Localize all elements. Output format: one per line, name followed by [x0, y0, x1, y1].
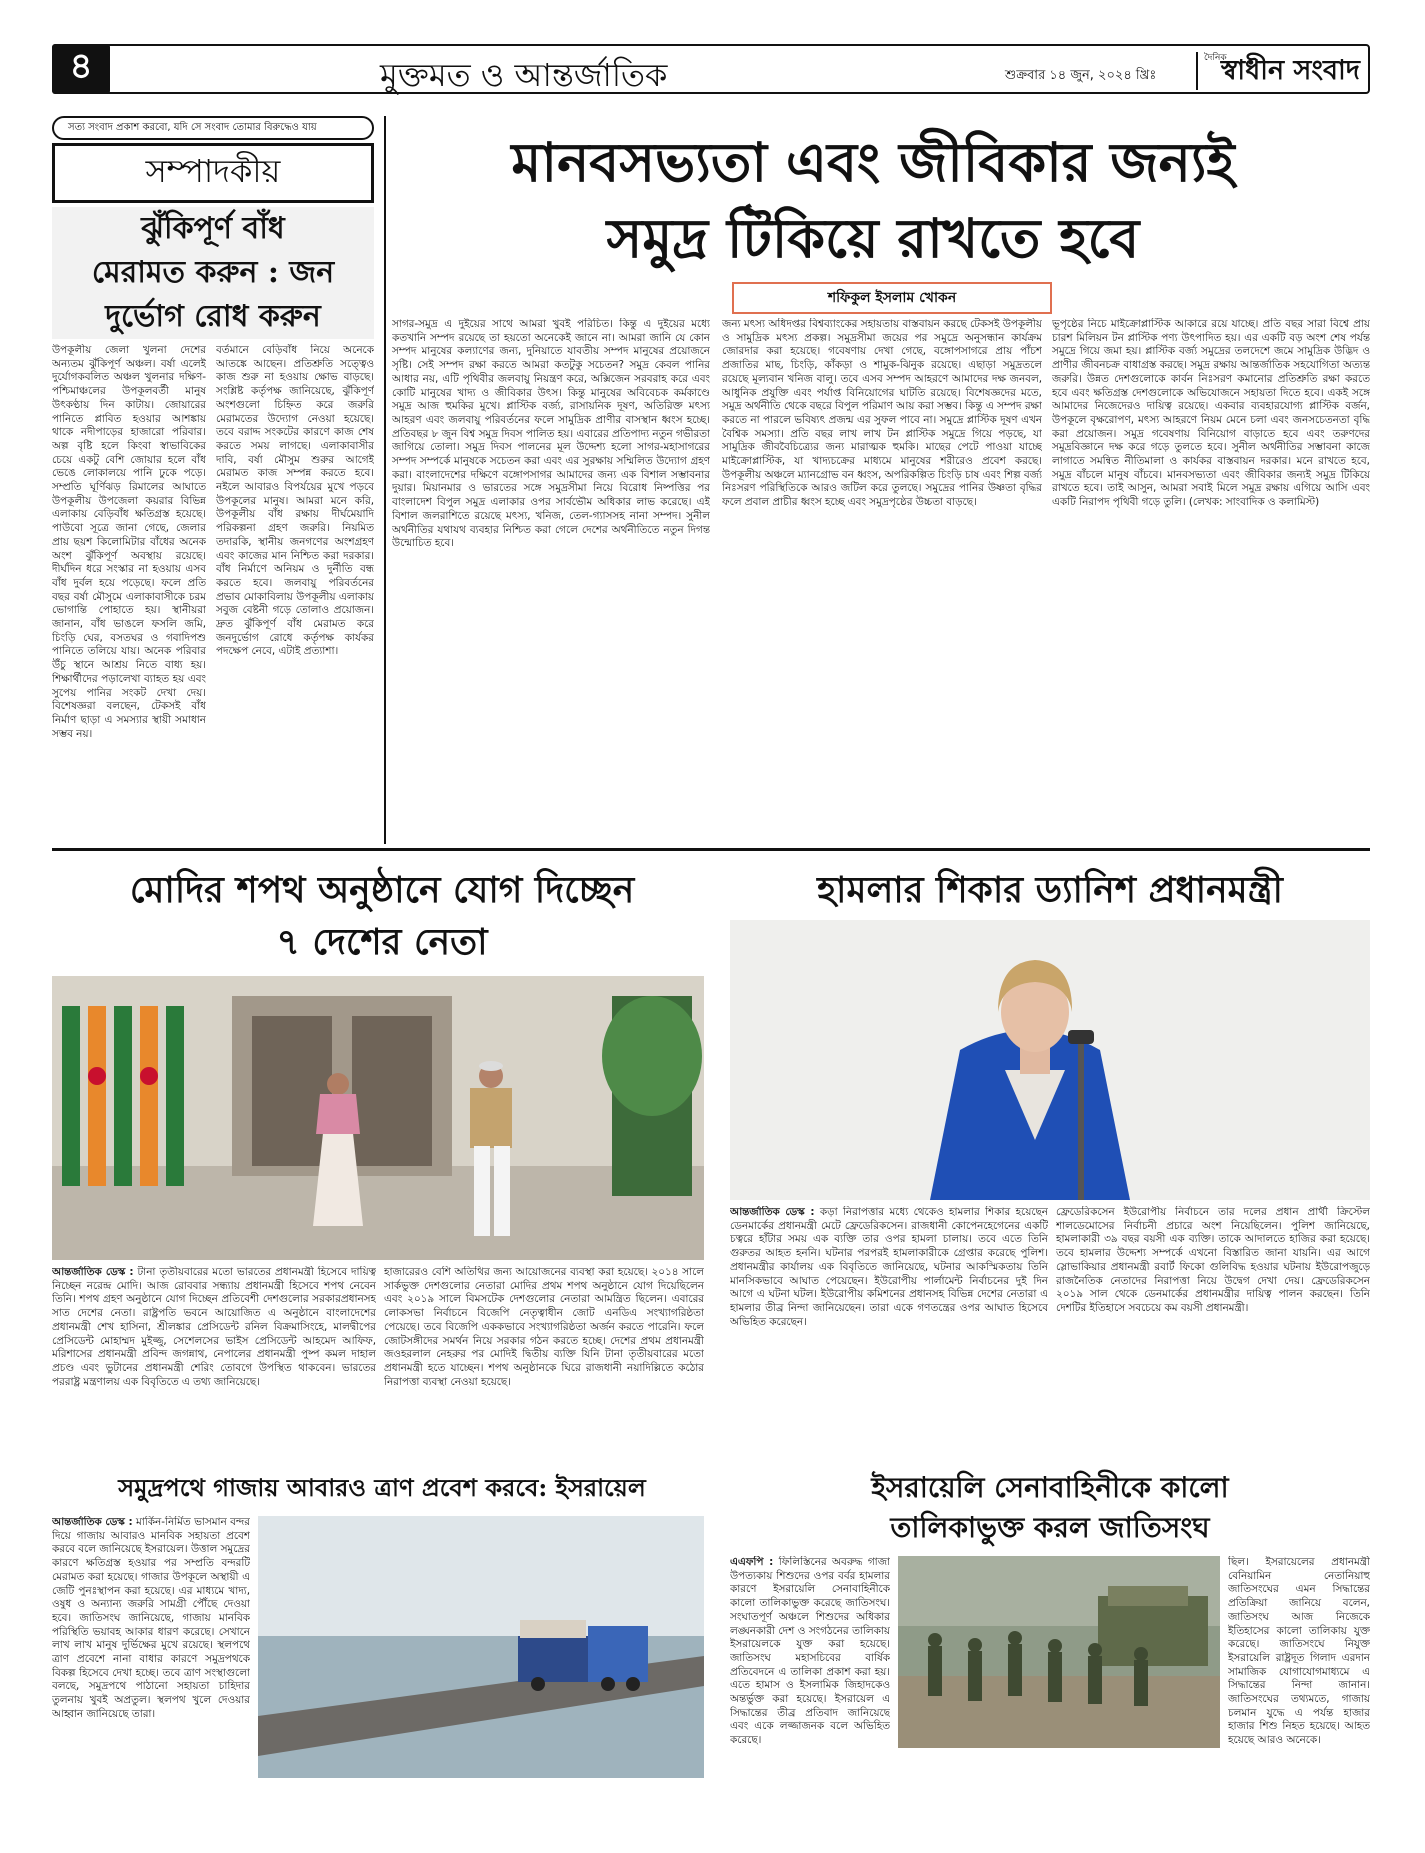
- editorial-title: [52, 207, 374, 339]
- issue-date: শুক্রবার ১৪ জুন, ২০২৪ খ্রিঃ: [1005, 68, 1157, 83]
- gaza-dateline: আন্তর্জাতিক ডেস্ক :: [52, 1516, 133, 1528]
- section-rule: [52, 848, 1370, 851]
- gaza-photo-illustration: [258, 1516, 704, 1778]
- modi-headline-line1: মোদির শপথ অনুষ্ঠানে যোগ দিচ্ছেন: [129, 869, 635, 911]
- un-headline-line2: তালিকাভুক্ত করল জাতিসংঘ: [890, 1511, 1210, 1544]
- un-body-col1-text: ফিলিস্তিনের অবরুদ্ধ গাজা উপত্যকায় শিশুদের ওপর বর্বর হামলার কারণে ইসরায়েলি সেনাবাহিনীকে কালো তালিকাভুক্ত করেছে জাতিসংঘ। সংঘাতপূর্ণ অঞ্চলে শিশুদের অধিকার লঙ্ঘনকারী দেশ ও সংগঠনের তালিকায় ইসরায়েলকে যুক্ত করা হয়েছে। জাতিসংঘ মহাসচিবের বার্ষিক প্রতিবেদনে এ তালিকা প্রকাশ করা হয়। এতে হামাস ও ইসলামিক জিহাদকেও অন্তর্ভুক্ত করা হয়েছে। ইসরায়েল এ সিদ্ধান্তের তীব্র প্রতিবাদ জানিয়েছে এবং একে লজ্জাজনক বলে অভিহিত করেছে।: [730, 1556, 890, 1747]
- motto-banner: সত্য সংবাদ প্রকাশ করবো, যদি সে সংবাদ তোমার বিরুদ্ধেও যায়: [52, 116, 374, 140]
- editorial-label: সম্পাদকীয়: [145, 152, 281, 190]
- dane-body-col1: [730, 1206, 1048, 1462]
- page-number: ৪: [52, 44, 110, 94]
- gaza-photo: [258, 1516, 704, 1778]
- modi-body-col1-text: টানা তৃতীয়বারের মতো ভারতের প্রধানমন্ত্রী হিসেবে দায়িত্ব নিচ্ছেন নরেন্দ্র মোদি। আজ রোববার সন্ধ্যায় প্রধানমন্ত্রী হিসেবে শপথ নেবেন তিনি। শপথ গ্রহণ অনুষ্ঠানে যোগ দিচ্ছেন প্রতিবেশী দেশগুলোর সরকারপ্রধানসহ সাত দেশের নেতা। রাষ্ট্রপতি ভবনে আয়োজিত এ অনুষ্ঠানে বাংলাদেশের প্রধানমন্ত্রী শেখ হাসিনা, শ্রীলঙ্কার প্রেসিডেন্ট রনিল বিক্রমাসিংহে, মালদ্বীপের প্রেসিডেন্ট মোহাম্মদ মুইজ্জু, সেশেলসের ভাইস প্রেসিডেন্ট আহমেদ আফিফ, মরিশাসের প্রধানমন্ত্রী প্রবিন্দ জগন্নাথ, নেপালের প্রধানমন্ত্রী পুষ্প কমল দাহাল প্রচণ্ড এবং ভুটানের প্রধানমন্ত্রী শেরিং তোবগে উপস্থিত থাকবেন। ভারতের পররাষ্ট্র মন্ত্রণালয় এক বিবৃতিতে এ তথ্য জানিয়েছে।: [52, 1266, 376, 1388]
- lead-headline-line1: মানবসভ্যতা এবং জীবিকার জন্যই: [511, 130, 1235, 194]
- un-body-col1: [730, 1556, 890, 1846]
- gaza-body: [52, 1516, 250, 1846]
- masthead-bar: [52, 44, 1370, 94]
- un-headline: [730, 1468, 1370, 1548]
- section-title: মুক্তমত ও আন্তর্জাতিক: [380, 56, 668, 94]
- modi-photo-illustration: [52, 976, 704, 1260]
- editorial-title-line3: দুর্ভোগ রোধ করুন: [105, 299, 321, 334]
- paper-logo: [1196, 52, 1364, 90]
- lead-body-col2: জন্য মৎস্য অধিদপ্তর বিশ্বব্যাংকের সহায়তায় বাস্তবায়ন করছে টেকসই উপকূলীয় ও সামুদ্রিক মৎস্য প্রকল্প। সমুদ্রসীমা জয়ের পর সমুদ্রে অনুসন্ধান কার্যক্রম জোরদার করা হয়েছে। গবেষণায় দেখা গেছে, বঙ্গোপসাগরে প্রায় পাঁচশ প্রজাতির মাছ, চিংড়ি, কাঁকড়া ও শামুক-ঝিনুক রয়েছে। এছাড়া সমুদ্রতলে রয়েছে মূল্যবান খনিজ বালু। তবে এসব সম্পদ আহরণে আমাদের দক্ষ জনবল, আধুনিক প্রযুক্তি এবং পর্যাপ্ত বিনিয়োগের ঘাটতি রয়েছে। বিশেষজ্ঞদের মতে, সমুদ্র অর্থনীতি থেকে বছরে বিপুল পরিমাণ আয় করা সম্ভব। কিন্তু এ সম্পদ রক্ষা করতে না পারলে ভবিষ্যৎ প্রজন্ম এর সুফল পাবে না। সমুদ্রে প্লাস্টিক দূষণ এখন বৈশ্বিক সমস্যা। প্রতি বছর লাখ লাখ টন প্লাস্টিক সমুদ্রে গিয়ে পড়ছে, যা সামুদ্রিক জীববৈচিত্র্যের জন্য মারাত্মক হুমকি। মাছের পেটে পাওয়া যাচ্ছে মাইক্রোপ্লাস্টিক, যা খাদ্যচক্রের মাধ্যমে মানুষের শরীরেও প্রবেশ করছে। উপকূলীয় অঞ্চলে ম্যানগ্রোভ বন ধ্বংস, অপরিকল্পিত চিংড়ি চাষ এবং শিল্প বর্জ্য নিঃসরণ পরিস্থিতিকে আরও জটিল করে তুলছে। সমুদ্রের পানির উষ্ণতা বৃদ্ধির ফলে প্রবাল প্রাচীর ধ্বংস হচ্ছে এবং সমুদ্রপৃষ্ঠের উচ্চতা বাড়ছে।: [722, 318, 1042, 509]
- dane-dateline: আন্তর্জাতিক ডেস্ক :: [730, 1206, 815, 1218]
- modi-photo: [52, 976, 704, 1260]
- modi-body-col1: [52, 1266, 376, 1462]
- un-body-col2: ছিল। ইসরায়েলের প্রধানমন্ত্রী বেনিয়ামিন নেতানিয়াহু জাতিসংঘের এমন সিদ্ধান্তের প্রতিক্রিয়া জানিয়ে বলেন, জাতিসংঘ আজ নিজেকে ইতিহাসের কালো তালিকায় যুক্ত করেছে। জাতিসংঘে নিযুক্ত ইসরায়েলি রাষ্ট্রদূত গিলাদ এরদান সামাজিক যোগাযোগমাধ্যমে এ সিদ্ধান্তের নিন্দা জানান। জাতিসংঘের তথ্যমতে, গাজায় চলমান যুদ্ধে এ পর্যন্ত হাজার হাজার শিশু নিহত হয়েছে। আহত হয়েছে আরও অনেকে।: [1228, 1556, 1370, 1747]
- un-photo-illustration: [898, 1556, 1220, 1748]
- dane-body-col2: ফ্রেডেরিকসেন ইউরোপীয় নির্বাচনে তার দলের প্রধান প্রার্থী ক্রিস্টেল শালডেমোসের নির্বাচনী প্রচারে অংশ নিয়েছিলেন। পুলিশ জানিয়েছে, হামলাকারী ৩৯ বছর বয়সী এক ব্যক্তি। তাকে আদালতে হাজির করা হয়েছে। তবে হামলার উদ্দেশ্য সম্পর্কে এখনো বিস্তারিত জানা যায়নি। এর আগে স্লোভাকিয়ার প্রধানমন্ত্রী রবার্ট ফিকো গুলিবিদ্ধ হওয়ার ঘটনায় ইউরোপজুড়ে রাজনৈতিক নেতাদের নিরাপত্তা নিয়ে উদ্বেগ দেখা দেয়। ফ্রেডেরিকসেন ২০১৯ সাল থেকে ডেনমার্কের প্রধানমন্ত্রীর দায়িত্ব পালন করছেন। তিনি দেশটির ইতিহাসে সবচেয়ে কম বয়সী প্রধানমন্ত্রী।: [1056, 1206, 1370, 1314]
- modi-body-col2: হাজারেরও বেশি অতিথির জন্য আয়োজনের ব্যবস্থা করা হয়েছে। ২০১৪ সালে সার্কভুক্ত দেশগুলোর নেতারা মোদির প্রথম শপথ অনুষ্ঠানে যোগ দিয়েছিলেন এবং ২০১৯ সালে বিমসটেক দেশগুলোর নেতারা আমন্ত্রিত ছিলেন। এবারের লোকসভা নির্বাচনে বিজেপি নেতৃত্বাধীন জোট এনডিএ সংখ্যাগরিষ্ঠতা পেয়েছে। তবে বিজেপি এককভাবে সংখ্যাগরিষ্ঠতা অর্জন করতে পারেনি। ফলে জোটসঙ্গীদের সমর্থন নিয়ে সরকার গঠন করতে হচ্ছে। দেশের প্রথম প্রধানমন্ত্রী জওহরলাল নেহরুর পর মোদিই দ্বিতীয় ব্যক্তি যিনি টানা তৃতীয়বারের মতো প্রধানমন্ত্রী হতে যাচ্ছেন। শপথ অনুষ্ঠানকে ঘিরে রাজধানী নয়াদিল্লিতে কঠোর নিরাপত্তা ব্যবস্থা নেওয়া হয়েছে।: [384, 1266, 704, 1388]
- lead-body-col3: ভূপৃষ্ঠের নিচে মাইক্রোপ্লাস্টিক আকারে রয়ে যাচ্ছে। প্রতি বছর সারা বিশ্বে প্রায় চারশ মিলিয়ন টন প্লাস্টিক পণ্য উৎপাদিত হয়। এর একটি বড় অংশ শেষ পর্যন্ত সমুদ্রে গিয়ে জমা হয়। প্লাস্টিক বর্জ্য সমুদ্রের তলদেশে জমে সামুদ্রিক উদ্ভিদ ও প্রাণীর জীবনচক্র বাধাগ্রস্ত করছে। সমুদ্র রক্ষায় আন্তর্জাতিক সহযোগিতা অত্যন্ত জরুরি। উন্নত দেশগুলোকে কার্বন নিঃসরণ কমানোর প্রতিশ্রুতি রক্ষা করতে হবে এবং ক্ষতিগ্রস্ত দেশগুলোকে অভিযোজনে সহায়তা দিতে হবে। একই সঙ্গে আমাদের নিজেদেরও দায়িত্ব রয়েছে। একবার ব্যবহারযোগ্য প্লাস্টিক বর্জন, উপকূলে বৃক্ষরোপণ, মৎস্য আহরণে নিয়ম মেনে চলা এবং জনসচেতনতা বৃদ্ধি করা প্রয়োজন। সমুদ্র গবেষণায় বিনিয়োগ বাড়াতে হবে এবং তরুণদের সমুদ্রবিজ্ঞানে দক্ষ করে গড়ে তুলতে হবে। সুনীল অর্থনীতির সম্ভাবনা কাজে লাগাতে সমন্বিত নীতিমালা ও কার্যকর বাস্তবায়ন দরকার। মনে রাখতে হবে, সমুদ্র বাঁচলে মানুষ বাঁচবে। মানবসভ্যতা এবং জীবিকার জন্যই সমুদ্র টিকিয়ে রাখতে হবে। তাই আসুন, আমরা সবাই মিলে সমুদ্র রক্ষায় এগিয়ে আসি এবং একটি নিরাপদ পৃথিবী গড়ে তুলি। (লেখক: সাংবাদিক ও কলামিস্ট): [1052, 318, 1370, 509]
- lead-headline-line2: সমুদ্র টিকিয়ে রাখতে হবে: [606, 206, 1140, 270]
- gaza-body-text: মার্কিন-নির্মিত ভাসমান বন্দর দিয়ে গাজায় আবারও মানবিক সহায়তা প্রবেশ করবে বলে জানিয়েছে ইসরায়েল। উত্তাল সমুদ্রের কারণে ক্ষতিগ্রস্ত হওয়ার পর সম্প্রতি বন্দরটি মেরামত করা হয়েছে। গাজার উপকূলে অস্থায়ী এ জেটি পুনঃস্থাপন করা হয়েছে। এর মাধ্যমে খাদ্য, ওষুধ ও অন্যান্য জরুরি সামগ্রী পৌঁছে দেওয়া হবে। জাতিসংঘ জানিয়েছে, গাজায় মানবিক পরিস্থিতি ভয়াবহ আকার ধারণ করেছে। সেখানে লাখ লাখ মানুষ দুর্ভিক্ষের মুখে রয়েছে। স্থলপথে ত্রাণ প্রবেশে নানা বাধার কারণে সমুদ্রপথকে বিকল্প হিসেবে দেখা হচ্ছে। তবে ত্রাণ সংস্থাগুলো বলছে, সমুদ্রপথে পাঠানো সহায়তা চাহিদার তুলনায় খুবই অপ্রতুল। স্থলপথ খুলে দেওয়ার আহ্বান জানিয়েছে তারা।: [52, 1516, 250, 1720]
- dane-photo: [730, 920, 1370, 1200]
- dane-headline: হামলার শিকার ড্যানিশ প্রধানমন্ত্রী: [817, 869, 1283, 911]
- editorial-body-col1: উপকূলীয় জেলা খুলনা দেশের অন্যতম ঝুঁকিপূর্ণ অঞ্চল। বর্ষা এলেই দুর্যোগকবলিত অঞ্চল খুলনার দক্ষিণ-পশ্চিমাঞ্চলের উপকূলবর্তী মানুষ উৎকণ্ঠায় দিন কাটায়। জোয়ারের পানিতে প্লাবিত হওয়ার আশঙ্কায় থাকে নদীপাড়ের হাজারো পরিবার। অল্প বৃষ্টি হলে কিংবা স্বাভাবিকের চেয়ে একটু বেশি জোয়ার হলে বাঁধ ভেঙে লোকালয়ে পানি ঢুকে পড়ে। সম্প্রতি ঘূর্ণিঝড় রিমালের আঘাতে উপকূলীয় উপজেলা কয়রার বিভিন্ন এলাকায় বেড়িবাঁধ ক্ষতিগ্রস্ত হয়েছে। পাউবো সূত্রে জানা গেছে, জেলার প্রায় ছয়শ কিলোমিটার বাঁধের অনেক অংশ ঝুঁকিপূর্ণ অবস্থায় রয়েছে। দীর্ঘদিন ধরে সংস্কার না হওয়ায় এসব বাঁধ দুর্বল হয়ে পড়েছে। ফলে প্রতি বছর বর্ষা মৌসুমে এলাকাবাসীকে চরম ভোগান্তি পোহাতে হয়। স্থানীয়রা জানান, বাঁধ ভাঙলে ফসলি জমি, চিংড়ি ঘের, বসতঘর ও গবাদিপশু পানিতে তলিয়ে যায়। অনেক পরিবার উঁচু স্থানে আশ্রয় নিতে বাধ্য হয়। শিক্ষার্থীদের পড়ালেখা ব্যাহত হয় এবং সুপেয় পানির সংকট দেখা দেয়। বিশেষজ্ঞরা বলছেন, টেকসই বাঁধ নির্মাণ ছাড়া এ সমস্যার স্থায়ী সমাধান সম্ভব নয়।: [52, 344, 206, 740]
- editorial-title-line1: ঝুঁকিপূর্ণ বাঁধ: [141, 211, 285, 246]
- lead-headline: [378, 124, 1368, 276]
- modi-dateline: আন্তর্জাতিক ডেস্ক :: [52, 1266, 134, 1278]
- editorial-body-col2: বর্তমানে বেড়িবাঁধ নিয়ে অনেকে আতঙ্কে আছেন। প্রতিশ্রুতি সত্ত্বেও কাজ শুরু না হওয়ায় ক্ষোভ বাড়ছে। সংশ্লিষ্ট কর্তৃপক্ষ জানিয়েছে, ঝুঁকিপূর্ণ অংশগুলো চিহ্নিত করে জরুরি মেরামতের উদ্যোগ নেওয়া হয়েছে। তবে বরাদ্দ সংকটের কারণে কাজ শেষ করতে সময় লাগছে। এলাকাবাসীর দাবি, বর্ষা মৌসুম শুরুর আগেই মেরামত কাজ সম্পন্ন করতে হবে। নইলে আবারও বিপর্যয়ের মুখে পড়বে উপকূলের মানুষ। আমরা মনে করি, উপকূলীয় বাঁধ রক্ষায় দীর্ঘমেয়াদি পরিকল্পনা গ্রহণ জরুরি। নিয়মিত তদারকি, স্থানীয় জনগণের অংশগ্রহণ এবং কাজের মান নিশ্চিত করা দরকার। বাঁধ নির্মাণে অনিয়ম ও দুর্নীতি বন্ধ করতে হবে। জলবায়ু পরিবর্তনের প্রভাব মোকাবিলায় উপকূলীয় এলাকায় সবুজ বেষ্টনী গড়ে তোলাও প্রয়োজন। দ্রুত ঝুঁকিপূর্ণ বাঁধ মেরামত করে জনদুর্ভোগ রোধে কর্তৃপক্ষ কার্যকর পদক্ষেপ নেবে, এটাই প্রত্যাশা।: [216, 344, 374, 658]
- editorial-title-line2: মেরামত করুন : জন: [91, 255, 335, 290]
- paper-name: স্বাধীন সংবাদ: [1220, 55, 1360, 86]
- gaza-headline: সমুদ্রপথে গাজায় আবারও ত্রাণ প্রবেশ করবে: ইসরায়েল: [118, 1473, 646, 1502]
- lead-byline: শফিকুল ইসলাম খোকন: [732, 282, 1052, 314]
- dane-photo-illustration: [730, 920, 1370, 1200]
- un-dateline: এএফপি :: [730, 1556, 774, 1568]
- modi-headline-line2: ৭ দেশের নেতা: [276, 921, 488, 963]
- lead-body-col1: সাগর-সমুদ্র এ দুইয়ের সাথে আমরা খুবই পরিচিত। কিন্তু এ দুইয়ের মধ্যে কতখানি সম্পদ রয়েছে তা হয়তো অনেকেই জানে না। আমরা জানি যে কোন সম্পদ মানুষের কল্যাণের জন্য, দুনিয়াতে যাবতীয় সম্পদ মানুষের প্রয়োজনে সৃষ্টি। সেই সম্পদ রক্ষা করতে আমরা কতটুকু সচেতন? সমুদ্র কেবল পানির আধার নয়, এটি পৃথিবীর জলবায়ু নিয়ন্ত্রণ করে, অক্সিজেন সরবরাহ করে এবং কোটি মানুষের খাদ্য ও জীবিকার উৎস। কিন্তু মানুষের অবিবেচক কর্মকাণ্ডে সমুদ্র আজ হুমকির মুখে। প্লাস্টিক বর্জ্য, রাসায়নিক দূষণ, অতিরিক্ত মৎস্য আহরণ এবং জলবায়ু পরিবর্তনের ফলে সামুদ্রিক প্রাণীর বাসস্থান ধ্বংস হচ্ছে। প্রতিবছর ৮ জুন বিশ্ব সমুদ্র দিবস পালিত হয়। এবারের প্রতিপাদ্য নতুন গভীরতা জাগিয়ে তোলা। সমুদ্র দিবস পালনের মূল উদ্দেশ্য হলো সাগর-মহাসাগরের সম্পদ সম্পর্কে মানুষকে সচেতন করা এবং এর সুরক্ষায় সম্মিলিত উদ্যোগ গ্রহণ করা। বাংলাদেশের দক্ষিণে বঙ্গোপসাগর আমাদের জন্য এক বিশাল সম্ভাবনার দুয়ার। মিয়ানমার ও ভারতের সঙ্গে সমুদ্রসীমা নিয়ে বিরোধ নিষ্পত্তির পর বাংলাদেশ বিপুল সমুদ্র এলাকার ওপর সার্বভৌম অধিকার লাভ করেছে। এই বিশাল জলরাশিতে রয়েছে মৎস্য, খনিজ, তেল-গ্যাসসহ নানা সম্পদ। সুনীল অর্থনীতির যথাযথ ব্যবহার নিশ্চিত করা গেলে দেশের অর্থনীতিতে নতুন দিগন্ত উন্মোচিত হবে।: [392, 318, 710, 550]
- dane-body-col1-text: কড়া নিরাপত্তার মধ্যে থেকেও হামলার শিকার হয়েছেন ডেনমার্কের প্রধানমন্ত্রী মেটে ফ্রেডেরিকসেন। রাজধানী কোপেনহেগেনের একটি চত্বরে হাঁটার সময় এক ব্যক্তি তার ওপর হামলা চালায়। তবে এতে তিনি গুরুতর আহত হননি। ঘটনার পরপরই হামলাকারীকে গ্রেপ্তার করেছে পুলিশ। প্রধানমন্ত্রীর কার্যালয় এক বিবৃতিতে জানিয়েছে, ঘটনার আকস্মিকতায় তিনি মানসিকভাবে আঘাত পেয়েছেন। ইউরোপীয় পার্লামেন্ট নির্বাচনের দুই দিন আগে এ ঘটনা ঘটল। ইউরোপীয় কমিশনের প্রধানসহ বিভিন্ন দেশের নেতারা এ হামলার তীব্র নিন্দা জানিয়েছেন। তারা একে গণতন্ত্রের ওপর আঘাত হিসেবে অভিহিত করেছেন।: [730, 1206, 1048, 1328]
- un-headline-line1: ইসরায়েলি সেনাবাহিনীকে কালো: [871, 1471, 1229, 1504]
- modi-headline: [52, 864, 712, 968]
- un-photo: [898, 1556, 1220, 1748]
- paper-prefix: দৈনিক: [1204, 53, 1227, 63]
